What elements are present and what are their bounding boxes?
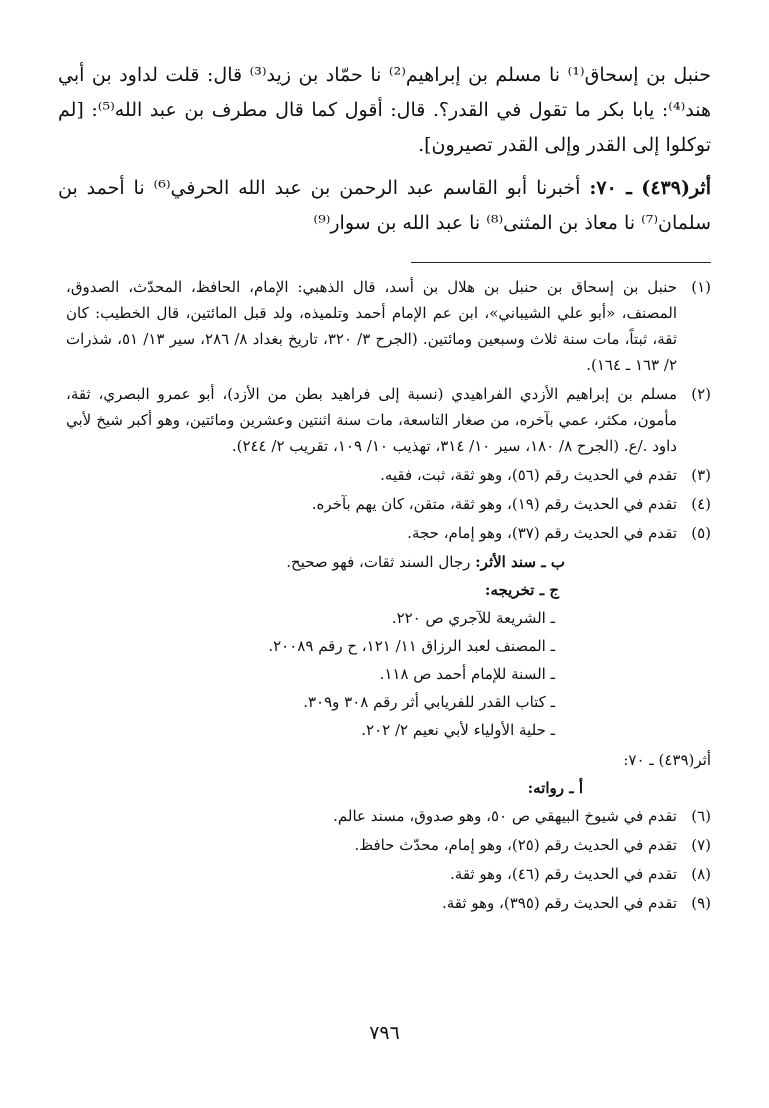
ruwat-label: أ ـ رواته:: [527, 779, 583, 797]
footnote-text: تقدم في الحديث رقم (٢٥)، وهو إمام، محدّث حافظ.: [354, 836, 677, 854]
takhrij-item: ـ كتاب القدر للفريابي أثر رقم ٣٠٨ و٣٠٩.: [303, 693, 555, 711]
footnote-number: (٦): [691, 807, 711, 825]
sanad-label: ب ـ سند الأثر:: [475, 553, 565, 571]
footnote-text: تقدم في الحديث رقم (٤٦)، وهو ثقة.: [450, 865, 677, 883]
athar-label: أثر(٤٣٩) ـ ٧٠:: [589, 177, 711, 199]
page-number: ٧٩٦: [369, 1022, 400, 1044]
footnote: [66, 803, 711, 829]
footnote-number: (٨): [691, 865, 711, 883]
footnote: [66, 861, 711, 887]
footnote: [66, 462, 711, 488]
footnote: [66, 381, 711, 459]
athar-note: أثر(٤٣٩) ـ ٧٠:: [623, 751, 711, 769]
sanad-line: [66, 549, 711, 575]
footnote: [66, 520, 711, 546]
footnote-number: (٧): [691, 836, 711, 854]
footnote-text: مسلم بن إبراهيم الأزدي الفراهيدي (نسبة إلى فراهيد بطن من الأزد)، أبو عمرو البصري، ثقة، مأمون، مكثر، عمي بآخره، من صغار التاسعة، مات سنة اثنتين وعشرين ومائتين، وهو أكبر شيخ لأبي داود ./ع. (الجرح ٨/ ١٨٠، سير ١٠/ ٣١٤، تهذيب ١٠/ ١٠٩، تقريب ٢/ ٢٤٤).: [66, 385, 677, 455]
main-paragraph: حنبل بن إسحاق⁽¹⁾ نا مسلم بن إبراهيم⁽²⁾ نا حمّاد بن زيد⁽³⁾ قال: قلت لداود بن أبي هند⁽⁴⁾: يابا بكر ما تقول في القدر؟. قال: أقول كما قال مطرف بن عبد الله⁽⁵⁾: [لم توكلوا إلى القدر وإلى القدر تصيرون].: [58, 64, 711, 156]
footnote: [66, 890, 711, 916]
footnote-separator: [411, 262, 711, 263]
footnote-number: (٣): [691, 466, 711, 484]
takhrij-item: ـ الشريعة للآجري ص ٢٢٠.: [391, 609, 555, 627]
main-text: [58, 58, 711, 241]
footnote: [66, 832, 711, 858]
takhrij-item: ـ حلية الأولياء لأبي نعيم ٢/ ٢٠٢.: [361, 721, 555, 739]
footnote-text: تقدم في الحديث رقم (٣٩٥)، وهو ثقة.: [441, 894, 677, 912]
footnote-number: (٥): [691, 524, 711, 542]
athar-text: أخبرنا أبو القاسم عبد الرحمن بن عبد الله الحرفي⁽⁶⁾ نا أحمد بن سلمان⁽⁷⁾ نا معاذ بن المثنى⁽⁸⁾ نا عبد الله بن سوار⁽⁹⁾: [58, 177, 711, 234]
footnote-text: تقدم في الحديث رقم (٣٧)، وهو إمام، حجة.: [407, 524, 677, 542]
footnote: [66, 274, 711, 378]
takhrij-item: ـ السنة للإمام أحمد ص ١١٨.: [379, 665, 555, 683]
takhrij-label: ج ـ تخريجه:: [484, 581, 559, 599]
takhrij-item: ـ المصنف لعبد الرزاق ١١/ ١٢١، ح رقم ٢٠٠٨٩.: [268, 637, 555, 655]
footnote-text: تقدم في الحديث رقم (١٩)، وهو ثقة، متقن، كان يهم بآخره.: [311, 495, 677, 513]
footnote-number: (٢): [691, 385, 711, 403]
footnote-number: (٩): [691, 894, 711, 912]
athar-paragraph: [58, 171, 711, 241]
footnote-text: تقدم في الحديث رقم (٥٦)، وهو ثقة، ثبت، فقيه.: [380, 466, 677, 484]
footnote: [66, 491, 711, 517]
footnote-text: حنبل بن إسحاق بن حنبل بن هلال بن أسد، قال الذهبي: الإمام، الحافظ، المحدّث، الصدوق، المصنف، «أبو علي الشيباني»، ابن عم الإمام أحمد وتلميذه، ولد قبل المائتين، قال الخطيب: كان ثقة، ثبتاً، مات سنة ثلاث وسبعين ومائتين. (الجرح ٣/ ٣٢٠، تاريخ بغداد ٨/ ٢٨٦، سير ١٣/ ٥١، شذرات ٢/ ١٦٣ ـ ١٦٤).: [66, 278, 678, 374]
footnote-number: (١): [691, 278, 711, 296]
footnote-text: تقدم في شيوخ البيهقي ص ٥٠، وهو صدوق، مسند عالم.: [333, 807, 677, 825]
footnote-number: (٤): [691, 495, 711, 513]
sanad-text: رجال السند ثقات، فهو صحيح.: [286, 553, 476, 571]
footnotes: [66, 274, 711, 919]
